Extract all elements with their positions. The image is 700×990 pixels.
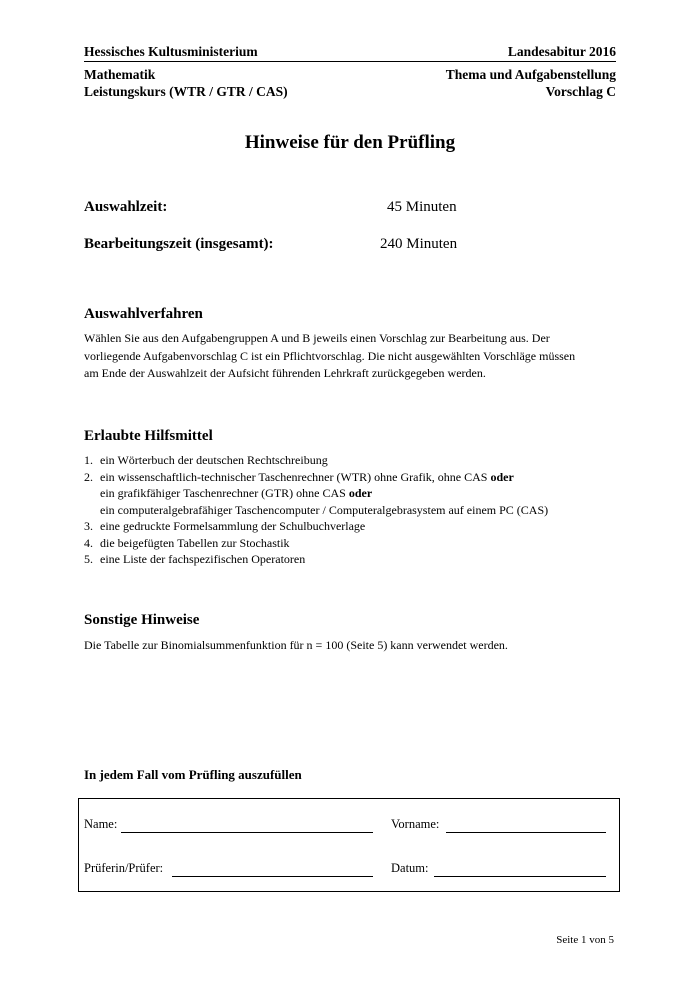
aids-list xyxy=(84,452,624,568)
header-subject: Mathematik xyxy=(84,67,156,82)
name-label: Name: xyxy=(84,817,118,831)
other-heading: Sonstige Hinweise xyxy=(84,612,200,628)
list-item-bold: oder xyxy=(490,469,514,484)
list-item-text: ein wissenschaftlich-technischer Taschenrechner (WTR) ohne Grafik, ohne CAS xyxy=(100,469,488,484)
other-text: Die Tabelle zur Binomialsummenfunktion für n = 100 (Seite 5) kann verwendet werden. xyxy=(84,638,508,652)
list-item-text: eine gedruckte Formelsammlung der Schulbuchverlage xyxy=(100,519,366,533)
form-heading: In jedem Fall vom Prüfling auszufüllen xyxy=(84,767,302,782)
list-item-number: 1. xyxy=(84,453,93,467)
work-time-value: 240 Minuten xyxy=(380,236,458,252)
list-item-continuation: ein grafikfähiger Taschenrechner (GTR) ohne CAS xyxy=(100,486,346,500)
list-item xyxy=(84,535,624,552)
selection-line: vorliegende Aufgabenvorschlag C ist ein Pflichtvorschlag. Die nicht ausgewählten Vorschläge müssen xyxy=(84,348,576,363)
list-item xyxy=(84,551,624,568)
examiner-label: Prüferin/Prüfer: xyxy=(84,861,164,875)
examiner-field[interactable] xyxy=(172,876,373,877)
aids-heading: Erlaubte Hilfsmittel xyxy=(84,428,213,444)
date-label: Datum: xyxy=(391,861,429,875)
selection-heading: Auswahlverfahren xyxy=(84,306,203,322)
header-doc-type: Thema und Aufgabenstellung xyxy=(445,67,616,82)
header-rule xyxy=(84,61,616,62)
selection-time-label: Auswahlzeit: xyxy=(84,199,168,215)
header-course: Leistungskurs (WTR / GTR / CAS) xyxy=(84,84,288,99)
list-item xyxy=(84,452,624,469)
name-field[interactable] xyxy=(121,832,373,833)
page-number: Seite 1 von 5 xyxy=(556,934,614,946)
selection-time-value: 45 Minuten xyxy=(387,199,457,215)
selection-line: Wählen Sie aus den Aufgabengruppen A und B jeweils einen Vorschlag zur Bearbeitung aus. Der xyxy=(84,331,550,345)
firstname-label: Vorname: xyxy=(391,817,440,831)
list-item-text: ein Wörterbuch der deutschen Rechtschreibung xyxy=(100,453,328,467)
list-item-number: 5. xyxy=(84,552,93,566)
date-field[interactable] xyxy=(434,876,606,877)
list-item-number: 3. xyxy=(84,519,93,533)
list-item-number: 4. xyxy=(84,535,93,550)
list-item xyxy=(84,518,624,535)
page-title: Hinweise für den Prüfling xyxy=(244,132,456,153)
header-org: Hessisches Kultusministerium xyxy=(84,44,258,59)
list-item-text: die beigefügten Tabellen zur Stochastik xyxy=(100,535,290,550)
list-item-continuation: ein computeralgebrafähiger Taschencomputer / Computeralgebrasystem auf einem PC (CAS) xyxy=(100,502,549,517)
list-item-bold: oder xyxy=(348,486,373,500)
header-proposal: Vorschlag C xyxy=(545,84,616,99)
header-exam: Landesabitur 2016 xyxy=(507,44,616,59)
form-box xyxy=(78,798,620,892)
list-item-number: 2. xyxy=(84,469,93,484)
list-item-text: eine Liste der fachspezifischen Operatoren xyxy=(100,552,306,566)
list-item xyxy=(84,469,624,519)
selection-line: am Ende der Auswahlzeit der Aufsicht führenden Lehrkraft zurückgegeben werden. xyxy=(84,366,486,380)
firstname-field[interactable] xyxy=(446,832,606,833)
work-time-label: Bearbeitungszeit (insgesamt): xyxy=(84,236,274,252)
selection-paragraph xyxy=(84,330,624,383)
